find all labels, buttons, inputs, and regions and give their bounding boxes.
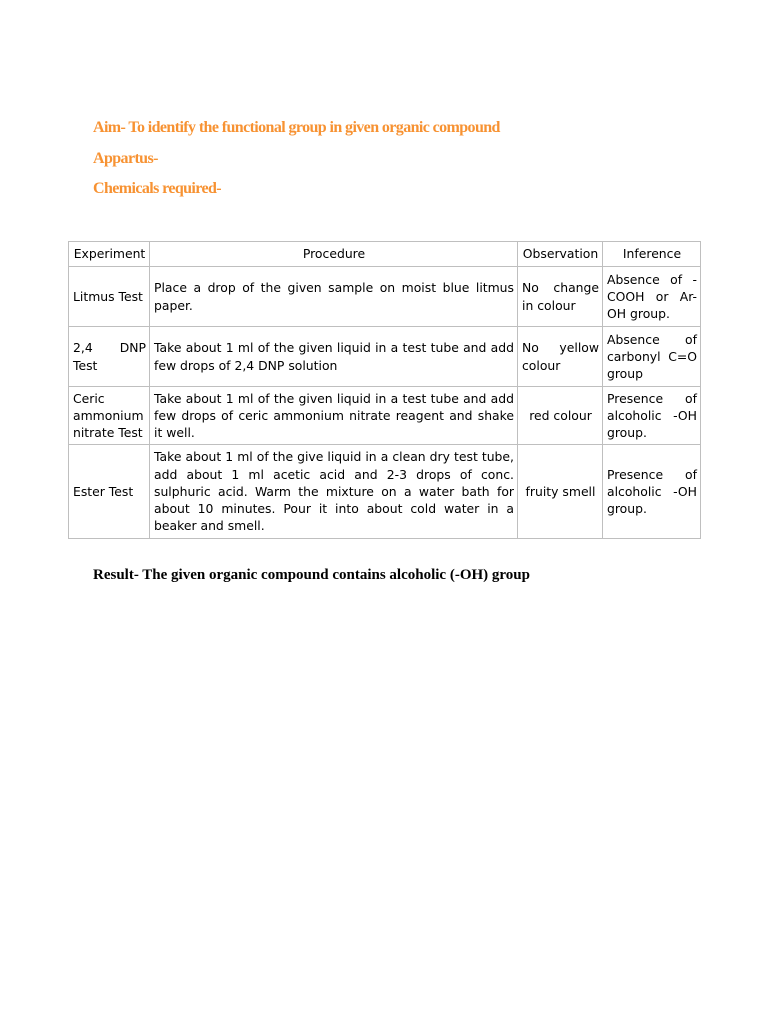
observation-cell: fruity smell: [518, 445, 603, 539]
procedure-cell: Take about 1 ml of the give liquid in a clean dry test tube, add about 1 ml acetic acid and 2-3 drops of conc. sulphuric acid. Warm the mixture on a water bath for about 10 minutes. Pour it into about cold water in a beaker and smell.: [150, 445, 518, 539]
table-row: [69, 387, 701, 445]
header-inference: Inference: [603, 242, 701, 267]
experiment-cell: 2,4 DNP Test: [69, 327, 150, 387]
header-procedure: Procedure: [150, 242, 518, 267]
observation-cell: red colour: [518, 387, 603, 445]
result-statement: Result- The given organic compound contains alcoholic (-OH) group: [93, 567, 530, 583]
table-header-row: [69, 242, 701, 267]
procedure-cell: Take about 1 ml of the given liquid in a test tube and add few drops of ceric ammonium nitrate reagent and shake it well.: [150, 387, 518, 445]
procedure-cell: Take about 1 ml of the given liquid in a test tube and add few drops of 2,4 DNP solution: [150, 327, 518, 387]
experiment-cell: Ester Test: [69, 445, 150, 539]
aim-heading: Aim- To identify the functional group in given organic compound: [93, 119, 500, 136]
inference-cell: Presence of alcoholic -OH group.: [603, 445, 701, 539]
inference-cell: Absence of -COOH or Ar-OH group.: [603, 267, 701, 327]
table-row: [69, 267, 701, 327]
header-experiment: Experiment: [69, 242, 150, 267]
apparatus-heading: Appartus-: [93, 150, 158, 167]
experiment-cell: Litmus Test: [69, 267, 150, 327]
chemicals-heading: Chemicals required-: [93, 180, 221, 197]
experiment-table: [68, 241, 701, 539]
inference-cell: Presence of alcoholic -OH group.: [603, 387, 701, 445]
experiment-cell: Ceric ammonium nitrate Test: [69, 387, 150, 445]
procedure-cell: Place a drop of the given sample on moist blue litmus paper.: [150, 267, 518, 327]
inference-cell: Absence of carbonyl C=O group: [603, 327, 701, 387]
observation-cell: No change in colour: [518, 267, 603, 327]
table-row: [69, 327, 701, 387]
observation-cell: No yellow colour: [518, 327, 603, 387]
table-row: [69, 445, 701, 539]
header-observation: Observation: [518, 242, 603, 267]
